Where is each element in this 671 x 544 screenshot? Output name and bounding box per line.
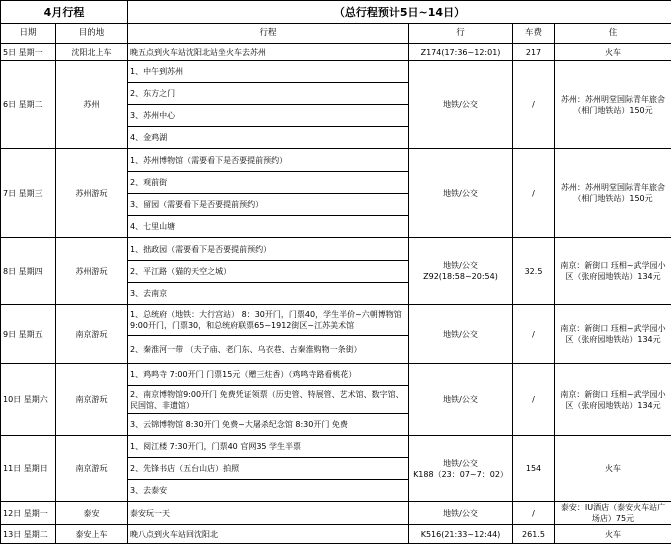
- transport-info: Z174(17:36~12:01): [409, 44, 513, 61]
- itinerary-item: 2、先锋书店（五台山店）拍照: [128, 458, 409, 480]
- lodging-info: 泰安：IU酒店（泰安火车站广场店）75元: [555, 502, 671, 525]
- header-transport: 行: [409, 24, 513, 44]
- day-date: 6日 星期二: [1, 61, 56, 149]
- day-destination: 苏州游玩: [56, 149, 128, 238]
- lodging-info: 火车: [555, 436, 671, 502]
- transport-info: 地铁/公交 K188（23：07~7：02）: [409, 436, 513, 502]
- transport-info: 地铁/公交: [409, 61, 513, 149]
- header-destination: 目的地: [56, 24, 128, 44]
- itinerary-item: 2、南京博物馆9:00开门 免费凭证领票（历史管、特展管、艺术馆、数字馆、民国馆、非遗馆）: [128, 386, 409, 414]
- fare-value: 154: [513, 436, 555, 502]
- lodging-info: 苏州：苏州明堂国际青年旅舍（相门地铁站）150元: [555, 149, 671, 238]
- day-destination: 沈阳北上车: [56, 44, 128, 61]
- lodging-info: 火车: [555, 525, 671, 544]
- lodging-info: 南京：新街口 珏相~武学园小区（张府园地铁站）134元: [555, 238, 671, 305]
- lodging-info: 火车: [555, 44, 671, 61]
- transport-info: 地铁/公交: [409, 305, 513, 364]
- fare-value: 32.5: [513, 238, 555, 305]
- fare-value: /: [513, 305, 555, 364]
- day-date: 5日 星期一: [1, 44, 56, 61]
- lodging-info: 苏州：苏州明堂国际青年旅舍（相门地铁站）150元: [555, 61, 671, 149]
- day-destination: 泰安上车: [56, 525, 128, 544]
- fare-value: 217: [513, 44, 555, 61]
- header-row: [1, 24, 671, 44]
- itinerary-item: 1、阅江楼 7:30开门，门票40 官网35 学生半票: [128, 436, 409, 458]
- itinerary-item: 晚八点到火车站回沈阳北: [128, 525, 409, 544]
- itinerary-row: [1, 502, 671, 525]
- itinerary-item: 泰安玩一天: [128, 502, 409, 525]
- itinerary-row: [1, 305, 671, 336]
- transport-info: 地铁/公交: [409, 502, 513, 525]
- fare-value: /: [513, 364, 555, 436]
- header-lodging: 住: [555, 24, 671, 44]
- itinerary-item: 2、秦淮河一带 （夫子庙、老门东、乌衣巷、古秦淮购物一条街）: [128, 336, 409, 364]
- day-date: 13日 星期二: [1, 525, 56, 544]
- lodging-info: 南京：新街口 珏相~武学园小区（张府园地铁站）134元: [555, 364, 671, 436]
- itinerary-row: [1, 238, 671, 261]
- itinerary-item: 2、平江路（猫的天空之城）: [128, 261, 409, 283]
- day-destination: 南京游玩: [56, 364, 128, 436]
- transport-info: 地铁/公交: [409, 364, 513, 436]
- itinerary-row: [1, 436, 671, 458]
- itinerary-item: 2、观前街: [128, 172, 409, 194]
- fare-value: /: [513, 502, 555, 525]
- itinerary-item: 1、总统府（地铁：大行宫站） 8：30开门，门票40，学生半价~六朝博物馆9:00开门，门票30，和总统府联票65~1912街区~江苏美术馆: [128, 305, 409, 336]
- title-row: [1, 1, 671, 24]
- month-title: 4月行程: [1, 1, 128, 24]
- itinerary-item: 2、东方之门: [128, 83, 409, 105]
- itinerary-item: 3、去南京: [128, 283, 409, 305]
- itinerary-item: 4、七里山塘: [128, 216, 409, 238]
- fare-value: /: [513, 61, 555, 149]
- itinerary-row: [1, 364, 671, 386]
- transport-info: 地铁/公交: [409, 149, 513, 238]
- lodging-info: 南京：新街口 珏相~武学园小区（张府园地铁站）134元: [555, 305, 671, 364]
- transport-info: K516(21:33~12:44): [409, 525, 513, 544]
- itinerary-item: 1、鸡鸣寺 7:00开门 门票15元（赠三炷香）（鸡鸣寺路看桃花）: [128, 364, 409, 386]
- header-fare: 车费: [513, 24, 555, 44]
- fare-value: 261.5: [513, 525, 555, 544]
- header-itinerary: 行程: [128, 24, 409, 44]
- itinerary-item: 3、留园（需要看下是否要提前预约）: [128, 194, 409, 216]
- day-date: 9日 星期五: [1, 305, 56, 364]
- itinerary-item: 3、苏州中心: [128, 105, 409, 127]
- itinerary-row: [1, 149, 671, 172]
- header-date: 日期: [1, 24, 56, 44]
- day-date: 10日 星期六: [1, 364, 56, 436]
- day-destination: 苏州: [56, 61, 128, 149]
- day-date: 8日 星期四: [1, 238, 56, 305]
- itinerary-item: 4、金鸡湖: [128, 127, 409, 149]
- itinerary-item: 晚五点到火车站沈阳北站坐火车去苏州: [128, 44, 409, 61]
- itinerary-item: 1、苏州博物馆（需要看下是否要提前预约）: [128, 149, 409, 172]
- day-destination: 苏州游玩: [56, 238, 128, 305]
- itinerary-row: [1, 525, 671, 544]
- itinerary-item: 3、云锦博物馆 8:30开门 免费~大屠杀纪念馆 8:30开门 免费: [128, 414, 409, 436]
- day-date: 12日 星期一: [1, 502, 56, 525]
- day-date: 11日 星期日: [1, 436, 56, 502]
- itinerary-item: 1、中午到苏州: [128, 61, 409, 83]
- itinerary-item: 1、拙政园（需要看下是否要提前预约）: [128, 238, 409, 261]
- day-date: 7日 星期三: [1, 149, 56, 238]
- day-destination: 南京游玩: [56, 436, 128, 502]
- itinerary-row: [1, 61, 671, 83]
- fare-value: /: [513, 149, 555, 238]
- itinerary-row: [1, 44, 671, 61]
- day-destination: 南京游玩: [56, 305, 128, 364]
- transport-info: 地铁/公交 Z92(18:58~20:54): [409, 238, 513, 305]
- trip-summary: （总行程预计5日~14日）: [128, 1, 671, 24]
- itinerary-item: 3、去泰安: [128, 480, 409, 502]
- day-destination: 泰安: [56, 502, 128, 525]
